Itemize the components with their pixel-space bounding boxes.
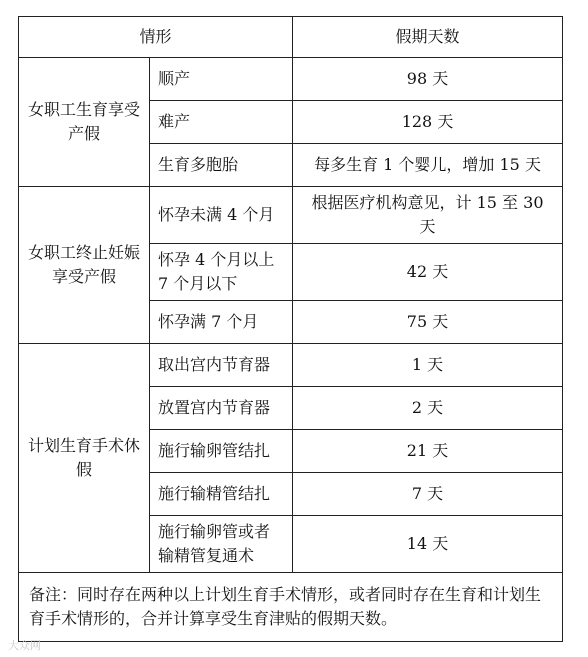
situation-cell: 难产 [150,101,293,144]
category-termination: 女职工终止妊娠享受产假 [19,187,150,344]
days-cell: 根据医疗机构意见，计 15 至 30 天 [293,187,563,244]
situation-cell: 怀孕满 7 个月 [150,301,293,344]
watermark: 大众网 [8,639,41,652]
situation-cell: 生育多胞胎 [150,144,293,187]
days-cell: 21 天 [293,430,563,473]
leave-table [18,16,563,642]
table-row [19,187,563,244]
situation-cell: 怀孕 4 个月以上 7 个月以下 [150,244,293,301]
days-cell: 42 天 [293,244,563,301]
days-cell: 98 天 [293,58,563,101]
table-header-row [19,17,563,58]
days-cell: 2 天 [293,387,563,430]
days-cell: 每多生育 1 个婴儿，增加 15 天 [293,144,563,187]
days-cell: 14 天 [293,516,563,573]
table-row [19,344,563,387]
category-family-planning: 计划生育手术休假 [19,344,150,573]
situation-cell: 放置宫内节育器 [150,387,293,430]
days-cell: 7 天 [293,473,563,516]
situation-cell: 施行输卵管结扎 [150,430,293,473]
header-situation: 情形 [19,17,293,58]
situation-cell: 施行输卵管或者输精管复通术 [150,516,293,573]
note-text: 备注：同时存在两种以上计划生育手术情形，或者同时存在生育和计划生育手术情形的，合并计算享受生育津贴的假期天数。 [19,573,563,642]
situation-cell: 取出宫内节育器 [150,344,293,387]
days-cell: 1 天 [293,344,563,387]
note-row [19,573,563,642]
situation-cell: 怀孕未满 4 个月 [150,187,293,244]
situation-cell: 施行输精管结扎 [150,473,293,516]
table-row [19,58,563,101]
situation-cell: 顺产 [150,58,293,101]
category-maternity: 女职工生育享受产假 [19,58,150,187]
header-days: 假期天数 [293,17,563,58]
days-cell: 128 天 [293,101,563,144]
days-cell: 75 天 [293,301,563,344]
